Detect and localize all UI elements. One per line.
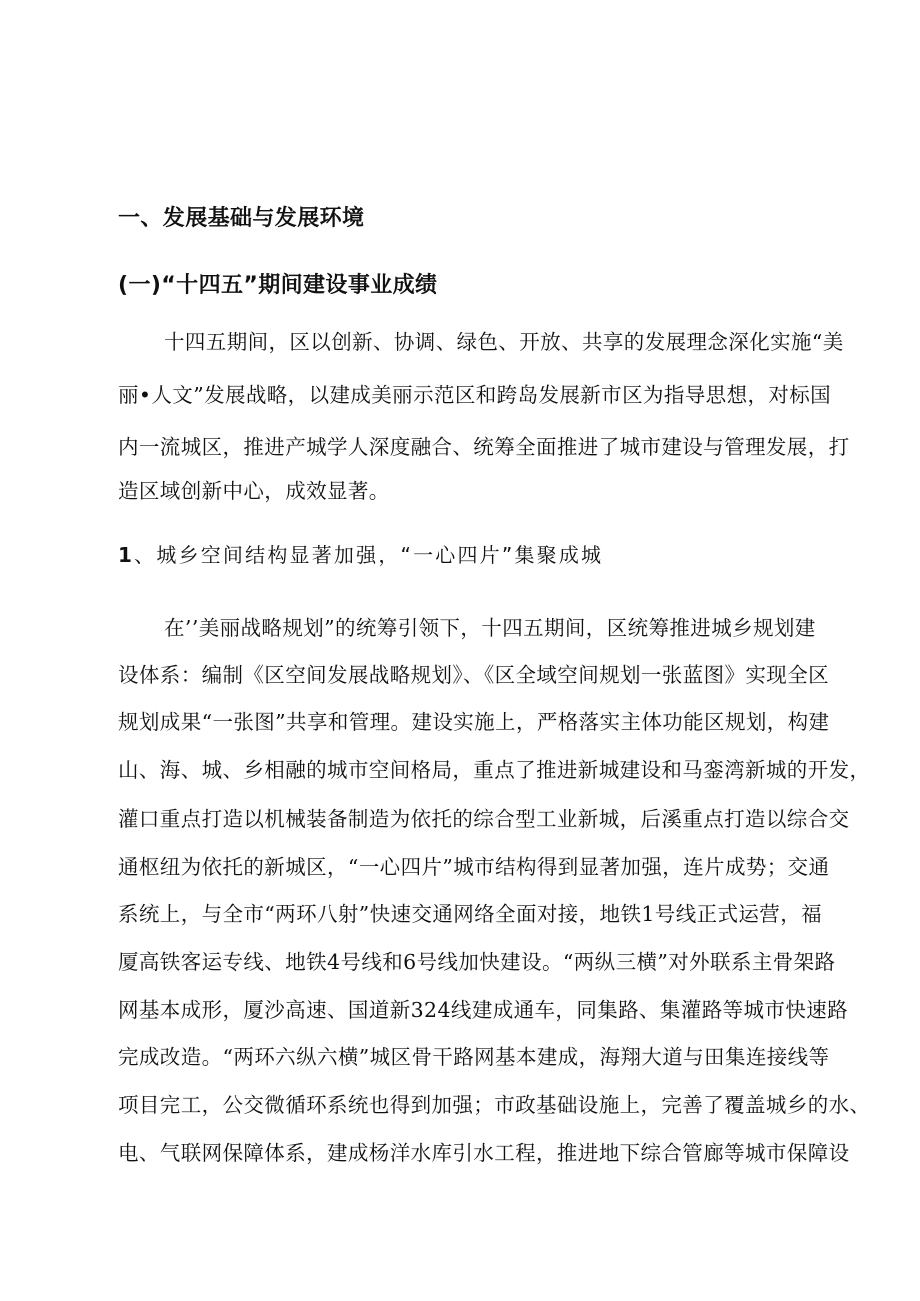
body-line: 电、气联网保障体系，建成杨洋水库引水工程，推进地下综合管廊等城市保障设 [118, 1141, 850, 1165]
body-line: 在’’美丽战略规划”的统筹引领下，十四五期间，区统筹推进城乡规划建 [164, 616, 816, 640]
body-line: 项目完工，公交微循环系统也得到加强；市政基础设施上，完善了覆盖城乡的水、 [118, 1093, 871, 1117]
body-line: 设体系：编制《区空间发展战略规划》、《区全域空间规划一张蓝图》实现全区 [118, 663, 829, 687]
intro-line: 内一流城区，推进产城学人深度融合、统筹全面推进了城市建设与管理发展，打 [118, 435, 850, 459]
body-line: 通枢纽为依托的新城区，“一心四片”城市结构得到显著加强，连片成势；交通 [118, 855, 830, 879]
body-line: 山、海、城、乡相融的城市空间格局，重点了推进新城建设和马銮湾新城的开发， [118, 758, 871, 782]
intro-line: 十四五期间，区以创新、协调、绿色、开放、共享的发展理念深化实施“美 [164, 330, 844, 354]
section-number: 1 [118, 543, 135, 567]
section-title: 、城乡空间结构显著加强，“一心四片”集聚成城 [134, 543, 604, 567]
intro-line: 造区域创新中心，成效显著。 [118, 479, 390, 503]
body-line: 灌口重点打造以机械装备制造为依托的综合型工业新城，后溪重点打造以综合交 [118, 807, 850, 831]
subsection-heading: (一)“十四五”期间建设事业成绩 [118, 273, 438, 298]
body-line: 厦高铁客运专线、地铁4号线和6号线加快建设。“两纵三横”对外联系主骨架路 [118, 950, 836, 974]
intro-line: 丽•人文”发展战略，以建成美丽示范区和跨岛发展新市区为指导思想，对标国 [118, 383, 832, 407]
chapter-heading: 一、发展基础与发展环境 [118, 206, 365, 231]
body-line: 网基本成形，厦沙高速、国道新324线建成通车，同集路、集灌路等城市快速路 [118, 998, 849, 1022]
section-heading [118, 541, 603, 569]
body-line: 规划成果“一张图”共享和管理。建设实施上，严格落实主体功能区规划，构建 [118, 710, 830, 734]
body-line: 系统上，与全市“两环八射”快速交通网络全面对接，地铁1号线正式运营，福 [118, 902, 823, 926]
body-line: 完成改造。“两环六纵六横”城区骨干路网基本建成，海翔大道与田集连接线等 [118, 1045, 830, 1069]
